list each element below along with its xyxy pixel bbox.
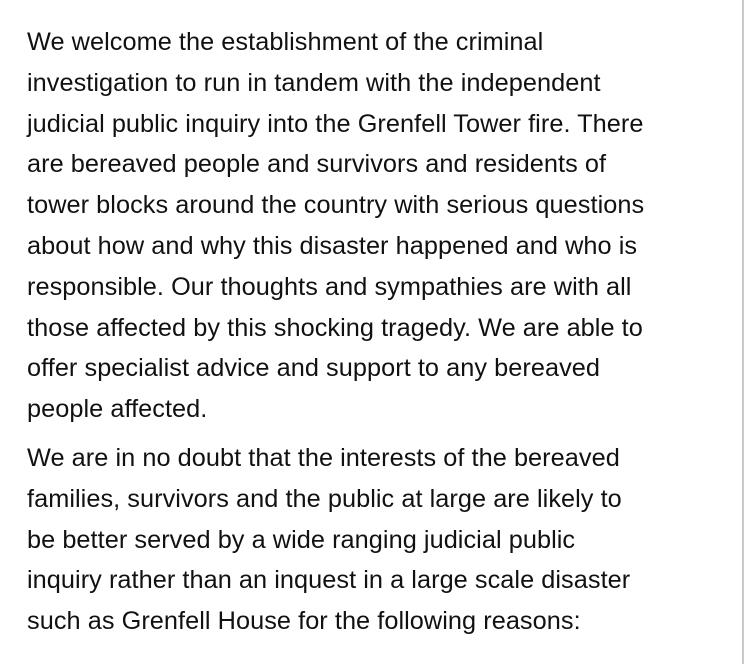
paragraph-line: about how and why this disaster happened and who is — [27, 231, 638, 260]
page-edge-divider — [742, 0, 744, 664]
paragraph-line: those affected by this shocking tragedy. We are able to — [27, 313, 643, 342]
paragraph-line: offer specialist advice and support to any bereaved — [27, 354, 601, 383]
paragraph-line: are bereaved people and survivors and residents of — [27, 150, 607, 179]
paragraph-line: families, survivors and the public at large are likely to — [27, 484, 622, 513]
paragraph-2 — [27, 438, 727, 642]
document-text — [27, 22, 727, 642]
paragraph-line: investigation to run in tandem with the independent — [27, 68, 601, 97]
paragraph-line: responsible. Our thoughts and sympathies are with all — [27, 272, 632, 301]
paragraph-line: We are in no doubt that the interests of the bereaved — [27, 443, 620, 472]
paragraph-line: inquiry rather than an inquest in a large scale disaster — [27, 566, 631, 595]
paragraph-spacer — [27, 430, 727, 438]
paragraph-line: We welcome the establishment of the criminal — [27, 28, 544, 56]
paragraph-line: judicial public inquiry into the Grenfell Tower fire. There — [27, 109, 644, 138]
paragraph-line: such as Grenfell House for the following reasons: — [27, 607, 581, 636]
paragraph-line: be better served by a wide ranging judicial public — [27, 525, 576, 554]
paragraph-1 — [27, 22, 727, 430]
paragraph-line: people affected. — [27, 395, 208, 424]
paragraph-line: tower blocks around the country with serious questions — [27, 191, 645, 220]
